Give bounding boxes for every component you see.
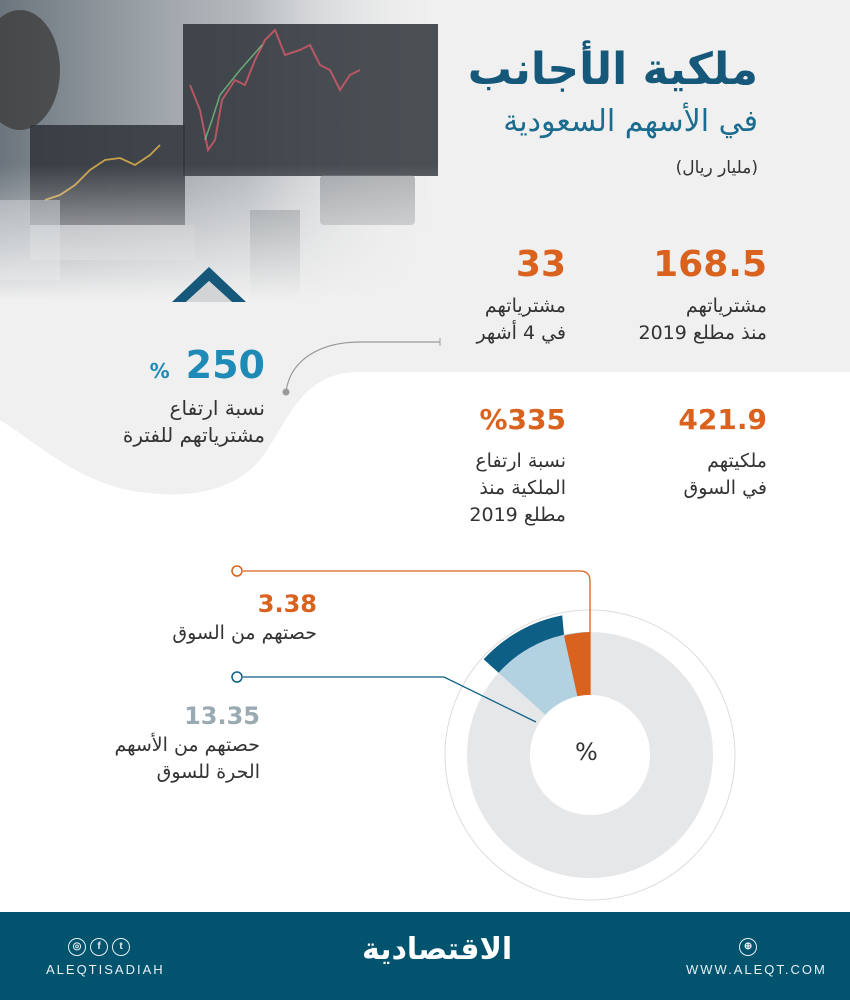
stat-label: مشترياتهم (484, 295, 566, 317)
legend-label: حصتهم من السوق (172, 622, 317, 644)
stat-label: الملكية منذ (479, 477, 566, 499)
legend-value: 13.35 (184, 702, 260, 730)
legend-label: الحرة للسوق (156, 761, 260, 783)
stat-ownership (678, 402, 767, 502)
page-title: ملكية الأجانب (467, 44, 758, 95)
website-link[interactable]: WWW.ALEQT.COM (686, 962, 827, 977)
stat-purchases-4-months (476, 243, 566, 347)
stat-value: 421.9 (678, 403, 767, 436)
legend-label: حصتهم من الأسهم (114, 734, 260, 756)
free-float-legend (114, 700, 260, 786)
stat-value: 168.5 (653, 244, 767, 285)
stat-value: 33 (515, 244, 566, 285)
stat-label: نسبة ارتفاع (169, 396, 265, 420)
globe-icon: ⊕ (739, 938, 757, 956)
stat-label: في السوق (683, 477, 767, 499)
stock-trading-photo (0, 0, 450, 300)
facebook-icon[interactable]: f (90, 938, 108, 956)
percent-symbol: % (149, 359, 170, 383)
market-share-legend (172, 588, 317, 647)
unit-label: (مليار ريال) (675, 158, 758, 178)
instagram-icon[interactable]: ◎ (68, 938, 86, 956)
social-icons (66, 934, 132, 956)
stat-ownership-increase (469, 402, 566, 529)
stat-label: في 4 أشهر (476, 322, 566, 344)
legend-value: 3.38 (257, 590, 317, 618)
stat-label: مشترياتهم للفترة (122, 423, 265, 447)
stat-label: مشترياتهم (685, 295, 767, 317)
page-subtitle: في الأسهم السعودية (503, 104, 758, 139)
stat-label: مطلع 2019 (469, 504, 566, 526)
stat-purchase-increase (122, 343, 265, 449)
stat-label: نسبة ارتفاع (475, 450, 566, 472)
stat-label: ملكيتهم (707, 450, 767, 472)
website-icon (737, 934, 759, 956)
twitter-icon[interactable]: t (112, 938, 130, 956)
stat-label: منذ مطلع 2019 (638, 322, 767, 344)
stat-value: %335 (479, 403, 566, 436)
donut-center-label: % (575, 738, 598, 766)
stat-value: 250 (185, 343, 265, 387)
footer (0, 912, 850, 1000)
stat-purchases-since-2019 (639, 243, 768, 347)
brand-logo: الاقتصادية (362, 932, 513, 967)
social-handle[interactable]: ALEQTISADIAH (46, 962, 165, 977)
